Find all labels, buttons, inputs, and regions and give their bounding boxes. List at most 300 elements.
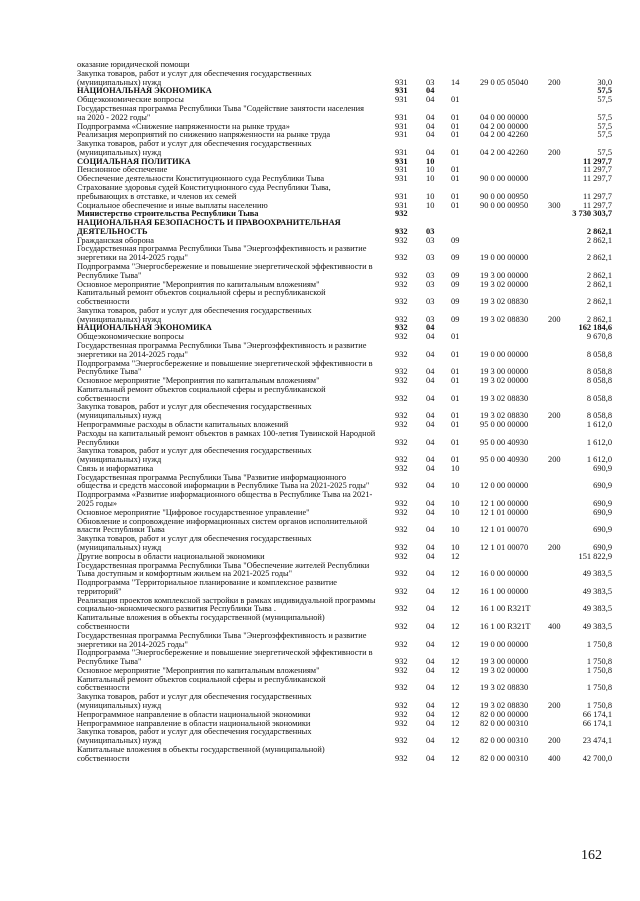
cell-rz: 03 bbox=[426, 314, 435, 324]
cell-sum: 2 862,1 bbox=[586, 297, 612, 307]
cell-pr: 12 bbox=[451, 700, 460, 710]
cell-rz: 10 bbox=[426, 156, 435, 166]
cell-ved: 932 bbox=[395, 349, 408, 359]
cell-sum: 8 058,8 bbox=[586, 411, 612, 421]
cell-ved: 932 bbox=[395, 437, 408, 447]
cell-ved: 932 bbox=[395, 542, 408, 552]
cell-ved: 932 bbox=[395, 367, 408, 377]
cell-rz: 04 bbox=[426, 367, 435, 377]
row-name: НАЦИОНАЛЬНАЯ БЕЗОПАСНОСТЬ И ПРАВООХРАНИТЕЛЬНАЯ bbox=[77, 218, 341, 227]
cell-ved: 932 bbox=[395, 604, 408, 614]
cell-csr: 82 0 00 00310 bbox=[480, 753, 529, 763]
cell-ved: 932 bbox=[395, 323, 408, 333]
cell-rz: 04 bbox=[426, 525, 435, 535]
row-name: Подпрограмма "Энергосбережение и повышение энергетической эффективности в bbox=[77, 261, 373, 271]
row-name: Обеспечение деятельности Конституционного суда Республики Тыва bbox=[77, 174, 325, 184]
cell-sum: 1 750,8 bbox=[586, 700, 612, 710]
cell-sum: 162 184,6 bbox=[578, 323, 612, 333]
cell-pr: 12 bbox=[451, 683, 460, 693]
cell-ved: 932 bbox=[395, 297, 408, 307]
row-name: ДЕЯТЕЛЬНОСТЬ bbox=[77, 226, 148, 236]
cell-vr: 200 bbox=[548, 77, 561, 87]
cell-rz: 04 bbox=[426, 121, 435, 131]
cell-pr: 12 bbox=[451, 639, 460, 649]
cell-pr: 14 bbox=[451, 77, 460, 87]
cell-pr: 12 bbox=[451, 657, 460, 666]
cell-sum: 42 700,0 bbox=[582, 753, 612, 763]
cell-pr: 09 bbox=[451, 270, 460, 280]
cell-rz: 04 bbox=[426, 665, 435, 675]
row-name: Основное мероприятие "Цифровое государственное управление" bbox=[77, 507, 310, 517]
row-name: Связь и информатика bbox=[77, 463, 154, 473]
row-name: Капитальный ремонт объектов социальной сферы и республиканской bbox=[77, 674, 326, 684]
cell-sum: 1 612,0 bbox=[586, 437, 612, 447]
cell-sum: 1 612,0 bbox=[586, 455, 612, 465]
cell-csr: 90 0 00 00000 bbox=[480, 174, 529, 184]
cell-sum: 1 750,8 bbox=[586, 639, 612, 649]
cell-pr: 12 bbox=[451, 621, 460, 631]
row-name: Республике Тыва" bbox=[77, 270, 142, 280]
row-name: Закупка товаров, работ и услуг для обеспечения государственных bbox=[77, 446, 312, 456]
cell-pr: 01 bbox=[451, 349, 460, 359]
cell-pr: 10 bbox=[451, 481, 460, 491]
row-name: Закупка товаров, работ и услуг для обеспечения государственных bbox=[77, 534, 312, 544]
cell-ved: 932 bbox=[395, 709, 408, 719]
cell-csr: 12 1 01 00070 bbox=[480, 542, 529, 552]
cell-csr: 19 3 02 00000 bbox=[480, 665, 529, 675]
cell-pr: 01 bbox=[451, 332, 460, 342]
cell-rz: 04 bbox=[426, 639, 435, 649]
cell-csr: 04 2 00 42260 bbox=[480, 147, 529, 157]
cell-rz: 04 bbox=[426, 621, 435, 631]
cell-sum: 30,0 bbox=[597, 77, 612, 87]
row-name: СОЦИАЛЬНАЯ ПОЛИТИКА bbox=[77, 156, 191, 166]
cell-rz: 03 bbox=[426, 226, 435, 236]
cell-csr: 19 3 02 00000 bbox=[480, 279, 529, 289]
cell-ved: 932 bbox=[395, 736, 408, 746]
cell-sum: 66 174,1 bbox=[582, 709, 612, 719]
cell-sum: 23 474,1 bbox=[582, 736, 612, 746]
cell-sum: 57,5 bbox=[597, 86, 612, 96]
cell-sum: 2 862,1 bbox=[586, 270, 612, 280]
cell-rz: 04 bbox=[426, 551, 435, 561]
cell-ved: 932 bbox=[395, 420, 408, 429]
cell-ved: 931 bbox=[395, 121, 408, 131]
cell-ved: 931 bbox=[395, 77, 408, 87]
cell-sum: 690,9 bbox=[593, 481, 612, 491]
cell-sum: 151 822,9 bbox=[578, 551, 612, 561]
row-name: территорий" bbox=[77, 586, 122, 596]
cell-vr: 200 bbox=[548, 314, 561, 324]
row-name: Гражданская оборона bbox=[77, 235, 154, 245]
cell-pr: 12 bbox=[451, 569, 460, 579]
cell-sum: 8 058,8 bbox=[586, 393, 612, 403]
cell-sum: 49 383,5 bbox=[582, 569, 612, 579]
cell-sum: 2 862,1 bbox=[586, 279, 612, 289]
cell-ved: 932 bbox=[395, 235, 408, 245]
cell-rz: 04 bbox=[426, 657, 435, 666]
cell-pr: 09 bbox=[451, 235, 460, 245]
cell-csr: 95 0 00 40930 bbox=[480, 455, 529, 465]
cell-rz: 03 bbox=[426, 77, 435, 87]
row-name: Подпрограмма «Снижение напряженности на рынке труда» bbox=[77, 121, 290, 131]
cell-sum: 11 297,7 bbox=[582, 191, 612, 201]
row-name: Подпрограмма "Территориальное планирование и комплексное развитие bbox=[77, 578, 338, 587]
cell-rz: 10 bbox=[426, 174, 435, 184]
row-name: Социальное обеспечение и иные выплаты населению bbox=[77, 200, 268, 210]
cell-sum: 1 612,0 bbox=[586, 420, 612, 429]
cell-csr: 19 3 02 08830 bbox=[480, 411, 529, 421]
cell-sum: 8 058,8 bbox=[586, 349, 612, 359]
cell-ved: 932 bbox=[395, 209, 408, 219]
cell-rz: 04 bbox=[426, 718, 435, 728]
cell-ved: 932 bbox=[395, 332, 408, 342]
page-number: 162 bbox=[581, 848, 602, 863]
cell-pr: 10 bbox=[451, 542, 460, 552]
cell-rz: 03 bbox=[426, 297, 435, 307]
row-name: (муниципальных) нужд bbox=[77, 455, 162, 465]
row-name: Реализация мероприятий по снижению напряженности на рынке труда bbox=[77, 130, 331, 140]
row-name: Основное мероприятие "Мероприятия по капитальным вложениям" bbox=[77, 279, 320, 289]
row-name: Капитальные вложения в объекты государственной (муниципальной) bbox=[77, 613, 325, 623]
cell-sum: 49 383,5 bbox=[582, 586, 612, 596]
cell-rz: 03 bbox=[426, 235, 435, 245]
cell-rz: 04 bbox=[426, 683, 435, 693]
cell-ved: 932 bbox=[395, 253, 408, 263]
cell-sum: 57,5 bbox=[597, 147, 612, 157]
cell-rz: 04 bbox=[426, 95, 435, 105]
cell-rz: 04 bbox=[426, 130, 435, 140]
cell-pr: 01 bbox=[451, 130, 460, 140]
cell-pr: 09 bbox=[451, 314, 460, 324]
row-name: Республике Тыва" bbox=[77, 367, 142, 377]
row-name: Капитальный ремонт объектов социальной сферы и республиканской bbox=[77, 288, 326, 298]
cell-csr: 90 0 00 00950 bbox=[480, 200, 529, 210]
cell-sum: 66 174,1 bbox=[582, 718, 612, 728]
row-name: Закупка товаров, работ и услуг для обеспечения государственных bbox=[77, 402, 312, 412]
cell-ved: 932 bbox=[395, 393, 408, 403]
cell-ved: 932 bbox=[395, 665, 408, 675]
cell-sum: 57,5 bbox=[597, 112, 612, 122]
cell-ved: 932 bbox=[395, 463, 408, 473]
cell-pr: 12 bbox=[451, 718, 460, 728]
row-name: собственности bbox=[77, 753, 130, 763]
cell-sum: 2 862,1 bbox=[586, 253, 612, 263]
cell-rz: 04 bbox=[426, 499, 435, 508]
cell-sum: 11 297,7 bbox=[582, 174, 612, 184]
cell-csr: 19 3 02 08830 bbox=[480, 297, 529, 307]
cell-csr: 04 2 00 00000 bbox=[480, 121, 529, 131]
row-name: Закупка товаров, работ и услуг для обеспечения государственных bbox=[77, 139, 312, 148]
cell-rz: 03 bbox=[426, 279, 435, 289]
cell-rz: 10 bbox=[426, 200, 435, 210]
row-name: Непрограммное направление в области национальной экономики bbox=[77, 718, 311, 728]
cell-ved: 932 bbox=[395, 499, 408, 508]
cell-rz: 04 bbox=[426, 481, 435, 491]
cell-sum: 690,9 bbox=[593, 542, 612, 552]
cell-rz: 04 bbox=[426, 411, 435, 421]
cell-vr: 200 bbox=[548, 147, 561, 157]
row-name: собственности bbox=[77, 683, 130, 693]
cell-rz: 04 bbox=[426, 393, 435, 403]
cell-csr: 19 3 00 00000 bbox=[480, 657, 529, 666]
row-name: Пенсионное обеспечение bbox=[77, 165, 168, 175]
cell-ved: 932 bbox=[395, 551, 408, 561]
cell-rz: 04 bbox=[426, 736, 435, 746]
cell-csr: 04 2 00 42260 bbox=[480, 130, 529, 140]
row-name: (муниципальных) нужд bbox=[77, 700, 162, 710]
row-name: Общеэкономические вопросы bbox=[77, 95, 184, 105]
cell-csr: 19 0 00 00000 bbox=[480, 349, 529, 359]
row-name: НАЦИОНАЛЬНАЯ ЭКОНОМИКА bbox=[77, 86, 212, 96]
row-name: (муниципальных) нужд bbox=[77, 542, 162, 552]
row-name: (муниципальных) нужд bbox=[77, 77, 162, 87]
cell-ved: 932 bbox=[395, 376, 408, 386]
cell-sum: 11 297,7 bbox=[583, 156, 612, 166]
cell-ved: 932 bbox=[395, 569, 408, 579]
row-name: Государственная программа Республики Тыва "Содействие занятости населения bbox=[77, 103, 364, 113]
cell-ved: 932 bbox=[395, 411, 408, 421]
cell-pr: 01 bbox=[451, 376, 460, 386]
cell-ved: 932 bbox=[395, 481, 408, 491]
cell-ved: 932 bbox=[395, 753, 408, 763]
cell-csr: 16 1 00 00000 bbox=[480, 586, 529, 596]
row-name: Государственная программа Республики Тыва "Энергоэффективность и развитие bbox=[77, 341, 367, 350]
row-name: (муниципальных) нужд bbox=[77, 314, 162, 324]
cell-sum: 690,9 bbox=[593, 507, 612, 517]
cell-vr: 200 bbox=[548, 455, 561, 465]
cell-rz: 04 bbox=[426, 507, 435, 517]
cell-pr: 09 bbox=[451, 279, 460, 289]
cell-vr: 300 bbox=[548, 200, 561, 210]
row-name: Другие вопросы в области национальной экономики bbox=[77, 551, 265, 561]
cell-sum: 690,9 bbox=[593, 499, 612, 508]
cell-ved: 931 bbox=[395, 191, 408, 201]
cell-pr: 01 bbox=[451, 191, 460, 201]
cell-sum: 2 862,1 bbox=[586, 235, 612, 245]
cell-pr: 01 bbox=[451, 393, 460, 403]
cell-sum: 1 750,8 bbox=[586, 657, 612, 666]
cell-ved: 932 bbox=[395, 586, 408, 596]
cell-csr: 95 0 00 40930 bbox=[480, 437, 529, 447]
cell-pr: 09 bbox=[451, 253, 460, 263]
row-name: Государственная программа Республики Тыва "Развитие информационного bbox=[77, 472, 347, 482]
cell-pr: 01 bbox=[451, 420, 460, 429]
cell-rz: 04 bbox=[426, 349, 435, 359]
row-name: Государственная программа Республики Тыва "Энергоэффективность и развитие bbox=[77, 244, 367, 254]
cell-pr: 10 bbox=[451, 463, 460, 473]
row-name: Министерство строительства Республики Тыва bbox=[77, 209, 259, 219]
cell-pr: 01 bbox=[451, 121, 460, 131]
row-name: Подпрограмма "Энергосбережение и повышение энергетической эффективности в bbox=[77, 358, 373, 368]
cell-vr: 200 bbox=[548, 736, 561, 746]
cell-pr: 12 bbox=[451, 551, 460, 561]
row-name: Республике Тыва" bbox=[77, 657, 142, 666]
row-name: энергетики на 2014-2025 годы" bbox=[77, 253, 188, 263]
row-name: (муниципальных) нужд bbox=[77, 736, 162, 746]
cell-pr: 10 bbox=[451, 499, 460, 508]
cell-rz: 04 bbox=[426, 709, 435, 719]
cell-rz: 04 bbox=[426, 542, 435, 552]
cell-pr: 10 bbox=[451, 525, 460, 535]
cell-rz: 04 bbox=[426, 437, 435, 447]
cell-pr: 01 bbox=[451, 95, 460, 105]
row-name: НАЦИОНАЛЬНАЯ ЭКОНОМИКА bbox=[77, 323, 212, 333]
cell-sum: 8 058,8 bbox=[586, 376, 612, 386]
cell-csr: 19 0 00 00000 bbox=[480, 253, 529, 263]
cell-vr: 200 bbox=[548, 411, 561, 421]
cell-rz: 04 bbox=[426, 86, 435, 96]
cell-csr: 16 0 00 00000 bbox=[480, 569, 529, 579]
cell-rz: 04 bbox=[426, 569, 435, 579]
cell-rz: 03 bbox=[426, 253, 435, 263]
cell-csr: 29 0 05 05040 bbox=[480, 77, 529, 87]
cell-rz: 04 bbox=[426, 112, 435, 122]
cell-ved: 931 bbox=[395, 86, 408, 96]
cell-rz: 04 bbox=[426, 586, 435, 596]
cell-ved: 932 bbox=[395, 639, 408, 649]
cell-sum: 49 383,5 bbox=[582, 621, 612, 631]
cell-pr: 01 bbox=[451, 200, 460, 210]
cell-rz: 04 bbox=[426, 332, 435, 342]
cell-pr: 01 bbox=[451, 174, 460, 184]
cell-pr: 09 bbox=[451, 297, 460, 307]
cell-ved: 931 bbox=[395, 165, 408, 175]
row-name: Подпрограмма "Энергосбережение и повышение энергетической эффективности в bbox=[77, 648, 373, 658]
cell-ved: 932 bbox=[395, 226, 408, 236]
cell-rz: 10 bbox=[426, 191, 435, 201]
cell-csr: 19 0 00 00000 bbox=[480, 639, 529, 649]
cell-rz: 04 bbox=[426, 700, 435, 710]
cell-csr: 19 3 02 08830 bbox=[480, 683, 529, 693]
row-name: Расходы на капитальный ремонт объектов в рамках 100-летия Тувинской Народной bbox=[77, 428, 376, 438]
row-name: собственности bbox=[77, 393, 130, 403]
cell-ved: 932 bbox=[395, 507, 408, 517]
cell-csr: 19 3 02 08830 bbox=[480, 393, 529, 403]
cell-ved: 932 bbox=[395, 718, 408, 728]
cell-rz: 04 bbox=[426, 376, 435, 386]
cell-sum: 8 058,8 bbox=[586, 367, 612, 377]
cell-csr: 19 3 02 08830 bbox=[480, 314, 529, 324]
cell-pr: 12 bbox=[451, 709, 460, 719]
cell-pr: 01 bbox=[451, 367, 460, 377]
row-name: Закупка товаров, работ и услуг для обеспечения государственных bbox=[77, 305, 312, 315]
cell-pr: 12 bbox=[451, 665, 460, 675]
row-name: собственности bbox=[77, 621, 130, 631]
cell-pr: 10 bbox=[451, 507, 460, 517]
row-name: (муниципальных) нужд bbox=[77, 411, 162, 421]
cell-sum: 2 862,1 bbox=[586, 226, 612, 236]
cell-ved: 932 bbox=[395, 270, 408, 280]
cell-rz: 04 bbox=[426, 455, 435, 465]
row-name: 2025 годы» bbox=[77, 499, 118, 508]
row-name: Реализация проектов комплексной застройки в рамках индивидуальной программы bbox=[77, 595, 376, 605]
cell-rz: 03 bbox=[426, 270, 435, 280]
row-name: энергетики на 2014-2025 годы" bbox=[77, 349, 188, 359]
cell-sum: 1 750,8 bbox=[586, 683, 612, 693]
cell-pr: 01 bbox=[451, 411, 460, 421]
row-name: Республики bbox=[77, 437, 120, 447]
row-name: Страхование здоровья судей Конституционного суда Республики Тыва, bbox=[77, 182, 331, 192]
row-name: Непрограммные расходы в области капитальных вложений bbox=[77, 420, 289, 429]
cell-csr: 82 0 00 00000 bbox=[480, 709, 529, 719]
cell-ved: 932 bbox=[395, 657, 408, 666]
cell-rz: 10 bbox=[426, 165, 435, 175]
cell-csr: 12 0 00 00000 bbox=[480, 481, 529, 491]
cell-vr: 200 bbox=[548, 700, 561, 710]
row-name: Государственная программа Республики Тыва "Обеспечение жителей Республики bbox=[77, 560, 370, 570]
row-name: власти Республики Тыва bbox=[77, 525, 165, 535]
row-name: Закупка товаров, работ и услуг для обеспечения государственных bbox=[77, 727, 312, 737]
row-name: (муниципальных) нужд bbox=[77, 147, 162, 157]
cell-pr: 01 bbox=[451, 437, 460, 447]
row-name: социально-экономического развития Республики Тыва . bbox=[77, 604, 276, 614]
cell-ved: 931 bbox=[395, 156, 408, 166]
cell-sum: 690,9 bbox=[593, 525, 612, 535]
cell-rz: 04 bbox=[426, 323, 435, 333]
cell-sum: 49 383,5 bbox=[582, 604, 612, 614]
cell-csr: 19 3 00 00000 bbox=[480, 270, 529, 280]
cell-rz: 04 bbox=[426, 463, 435, 473]
row-name: общества и средств массовой информации в Республике Тыва на 2021-2025 годы" bbox=[77, 481, 370, 491]
cell-ved: 931 bbox=[395, 200, 408, 210]
cell-csr: 12 1 01 00000 bbox=[480, 507, 529, 517]
cell-pr: 12 bbox=[451, 736, 460, 746]
cell-ved: 931 bbox=[395, 130, 408, 140]
cell-csr: 04 0 00 00000 bbox=[480, 112, 529, 122]
cell-pr: 12 bbox=[451, 604, 460, 614]
row-name: энергетики на 2014-2025 годы" bbox=[77, 639, 188, 649]
cell-csr: 12 1 00 00000 bbox=[480, 499, 529, 508]
cell-csr: 90 0 00 00950 bbox=[480, 191, 529, 201]
cell-rz: 04 bbox=[426, 604, 435, 614]
cell-csr: 82 0 00 00310 bbox=[480, 736, 529, 746]
cell-sum: 690,9 bbox=[593, 463, 612, 473]
cell-sum: 11 297,7 bbox=[582, 165, 612, 175]
cell-sum: 3 730 303,7 bbox=[572, 209, 612, 219]
cell-pr: 12 bbox=[451, 586, 460, 596]
cell-csr: 82 0 00 00310 bbox=[480, 718, 529, 728]
cell-ved: 932 bbox=[395, 314, 408, 324]
row-name: оказание юридической помощи bbox=[77, 60, 190, 69]
cell-rz: 04 bbox=[426, 147, 435, 157]
cell-ved: 931 bbox=[395, 174, 408, 184]
row-name: Основное мероприятие "Мероприятия по капитальным вложениям" bbox=[77, 376, 320, 386]
row-name: Капитальные вложения в объекты государственной (муниципальной) bbox=[77, 744, 325, 754]
cell-sum: 1 750,8 bbox=[586, 665, 612, 675]
cell-ved: 931 bbox=[395, 112, 408, 122]
cell-vr: 400 bbox=[548, 621, 561, 631]
cell-sum: 57,5 bbox=[597, 130, 612, 140]
cell-sum: 9 670,8 bbox=[586, 332, 612, 342]
cell-csr: 19 3 02 00000 bbox=[480, 376, 529, 386]
cell-pr: 12 bbox=[451, 753, 460, 763]
cell-csr: 19 3 00 00000 bbox=[480, 367, 529, 377]
cell-vr: 400 bbox=[548, 753, 561, 763]
cell-csr: 95 0 00 00000 bbox=[480, 420, 529, 429]
row-name: Общеэкономические вопросы bbox=[77, 332, 184, 342]
cell-pr: 01 bbox=[451, 165, 460, 175]
cell-csr: 19 3 02 08830 bbox=[480, 700, 529, 710]
cell-csr: 16 1 00 R321Т bbox=[480, 604, 531, 614]
cell-ved: 932 bbox=[395, 700, 408, 710]
cell-rz: 04 bbox=[426, 420, 435, 429]
row-name: Капитальный ремонт объектов социальной сферы и республиканской bbox=[77, 384, 326, 394]
row-name: на 2020 - 2022 годы" bbox=[77, 112, 151, 122]
row-name: Непрограммное направление в области национальной экономики bbox=[77, 709, 311, 719]
cell-ved: 932 bbox=[395, 279, 408, 289]
cell-pr: 01 bbox=[451, 455, 460, 465]
